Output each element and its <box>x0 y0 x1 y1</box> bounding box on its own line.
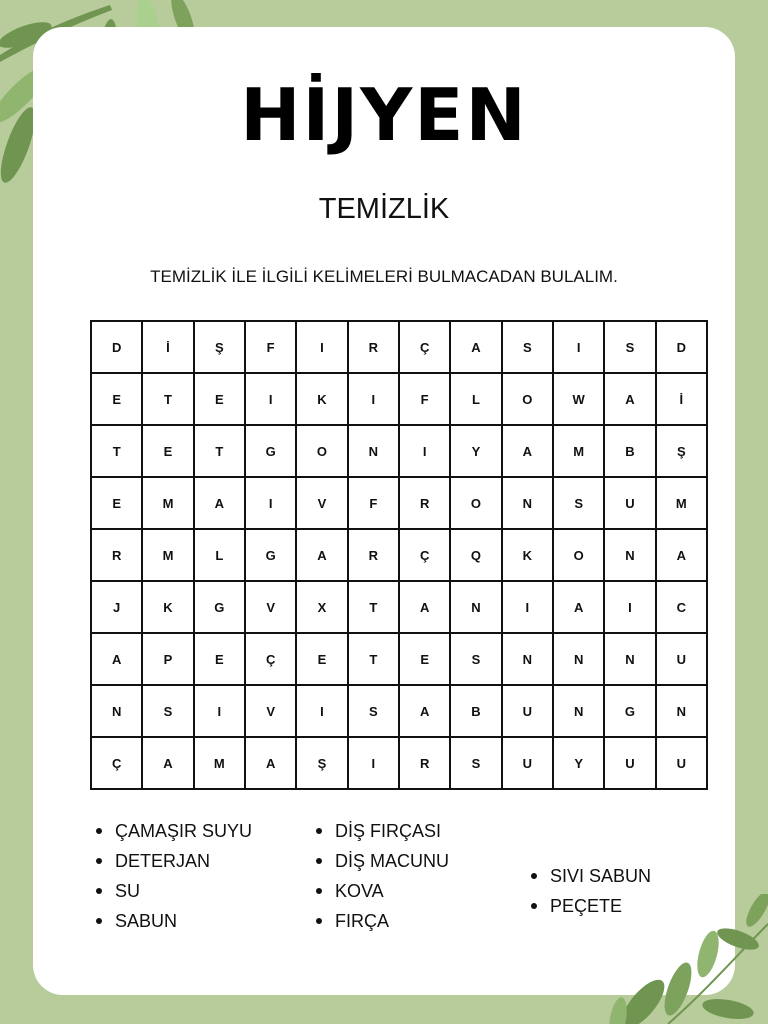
grid-cell[interactable]: A <box>246 738 297 790</box>
grid-cell[interactable]: Ç <box>400 322 451 374</box>
grid-cell[interactable]: G <box>605 686 656 738</box>
grid-cell[interactable]: R <box>400 478 451 530</box>
word-list-item: PEÇETE <box>528 891 651 921</box>
grid-cell[interactable]: I <box>349 738 400 790</box>
grid-cell[interactable]: T <box>195 426 246 478</box>
grid-cell[interactable]: N <box>657 686 708 738</box>
grid-cell[interactable]: A <box>297 530 348 582</box>
grid-cell[interactable]: I <box>400 426 451 478</box>
grid-cell[interactable]: E <box>195 374 246 426</box>
grid-cell[interactable]: K <box>143 582 194 634</box>
grid-cell[interactable]: I <box>503 582 554 634</box>
grid-cell[interactable]: I <box>195 686 246 738</box>
grid-cell[interactable]: U <box>605 738 656 790</box>
grid-cell[interactable]: G <box>246 426 297 478</box>
grid-cell[interactable]: O <box>297 426 348 478</box>
grid-cell[interactable]: I <box>246 478 297 530</box>
grid-cell[interactable]: A <box>451 322 502 374</box>
grid-cell[interactable]: F <box>349 478 400 530</box>
grid-cell[interactable]: O <box>554 530 605 582</box>
grid-cell[interactable]: N <box>554 686 605 738</box>
grid-cell[interactable]: S <box>451 634 502 686</box>
grid-cell[interactable]: I <box>246 374 297 426</box>
word-list-item: DİŞ MACUNU <box>313 846 449 876</box>
grid-cell[interactable]: U <box>503 738 554 790</box>
grid-cell[interactable]: N <box>605 634 656 686</box>
grid-cell[interactable]: Q <box>451 530 502 582</box>
grid-cell[interactable]: Y <box>451 426 502 478</box>
grid-cell[interactable]: N <box>451 582 502 634</box>
word-list-item: DETERJAN <box>93 846 252 876</box>
grid-cell[interactable]: Ş <box>195 322 246 374</box>
grid-cell[interactable]: İ <box>143 322 194 374</box>
grid-cell[interactable]: N <box>503 478 554 530</box>
grid-cell[interactable]: Ç <box>92 738 143 790</box>
grid-cell[interactable]: I <box>605 582 656 634</box>
word-list-item: SIVI SABUN <box>528 861 651 891</box>
grid-cell[interactable]: B <box>451 686 502 738</box>
grid-cell[interactable]: L <box>451 374 502 426</box>
grid-cell[interactable]: A <box>400 582 451 634</box>
grid-cell[interactable]: E <box>92 374 143 426</box>
page-subtitle: TEMİZLİK <box>318 193 450 225</box>
grid-cell[interactable]: C <box>657 582 708 634</box>
grid-cell[interactable]: O <box>451 478 502 530</box>
grid-cell[interactable]: Ş <box>657 426 708 478</box>
grid-cell[interactable]: E <box>400 634 451 686</box>
grid-cell[interactable]: I <box>349 374 400 426</box>
word-list-item: SABUN <box>93 906 252 936</box>
grid-cell[interactable]: U <box>605 478 656 530</box>
grid-cell[interactable]: U <box>503 686 554 738</box>
grid-cell[interactable]: E <box>195 634 246 686</box>
grid-cell[interactable]: I <box>297 322 348 374</box>
grid-cell[interactable]: I <box>554 322 605 374</box>
word-search-grid <box>90 320 708 790</box>
grid-cell[interactable]: Ç <box>246 634 297 686</box>
grid-cell[interactable]: N <box>605 530 656 582</box>
grid-cell[interactable]: D <box>657 322 708 374</box>
word-list-column-3 <box>528 861 651 921</box>
word-list-item: FIRÇA <box>313 906 449 936</box>
grid-cell[interactable]: A <box>143 738 194 790</box>
grid-cell[interactable]: S <box>349 686 400 738</box>
grid-cell[interactable]: N <box>349 426 400 478</box>
word-list-item: KOVA <box>313 876 449 906</box>
instruction-text: TEMİZLİK İLE İLGİLİ KELİMELERİ BULMACADAN BULALIM. <box>150 267 618 286</box>
word-list-item: DİŞ FIRÇASI <box>313 816 449 846</box>
word-list-column-1 <box>93 816 252 936</box>
grid-cell[interactable]: F <box>400 374 451 426</box>
grid-cell[interactable]: N <box>554 634 605 686</box>
grid-cell[interactable]: W <box>554 374 605 426</box>
grid-cell[interactable]: T <box>349 582 400 634</box>
grid-cell[interactable]: T <box>92 426 143 478</box>
grid-cell[interactable]: A <box>657 530 708 582</box>
grid-cell[interactable]: F <box>246 322 297 374</box>
grid-cell[interactable]: M <box>554 426 605 478</box>
grid-cell[interactable]: A <box>605 374 656 426</box>
word-list-column-2 <box>313 816 449 936</box>
grid-cell[interactable]: A <box>503 426 554 478</box>
grid-cell[interactable]: S <box>554 478 605 530</box>
word-list-item: SU <box>93 876 252 906</box>
grid-cell[interactable]: A <box>92 634 143 686</box>
grid-cell[interactable]: S <box>605 322 656 374</box>
grid-cell[interactable]: T <box>349 634 400 686</box>
word-list-item: ÇAMAŞIR SUYU <box>93 816 252 846</box>
grid-cell[interactable]: Ş <box>297 738 348 790</box>
grid-cell[interactable]: D <box>92 322 143 374</box>
grid-cell[interactable]: R <box>349 530 400 582</box>
grid-cell[interactable]: G <box>195 582 246 634</box>
grid-cell[interactable]: R <box>400 738 451 790</box>
grid-cell[interactable]: N <box>503 634 554 686</box>
grid-cell[interactable]: Ç <box>400 530 451 582</box>
grid-cell[interactable]: J <box>92 582 143 634</box>
page-title: HİJYEN <box>240 73 528 157</box>
grid-cell[interactable]: İ <box>657 374 708 426</box>
grid-cell[interactable]: X <box>297 582 348 634</box>
grid-cell[interactable]: A <box>554 582 605 634</box>
grid-cell[interactable]: B <box>605 426 656 478</box>
grid-cell[interactable]: E <box>143 426 194 478</box>
grid-cell[interactable]: S <box>503 322 554 374</box>
grid-cell[interactable]: R <box>349 322 400 374</box>
grid-cell[interactable]: O <box>503 374 554 426</box>
grid-cell[interactable]: L <box>195 530 246 582</box>
grid-cell[interactable]: P <box>143 634 194 686</box>
grid-cell[interactable]: U <box>657 634 708 686</box>
grid-cell[interactable]: V <box>297 478 348 530</box>
grid-cell[interactable]: K <box>297 374 348 426</box>
grid-cell[interactable]: T <box>143 374 194 426</box>
grid-cell[interactable]: E <box>92 478 143 530</box>
grid-cell[interactable]: U <box>657 738 708 790</box>
grid-cell[interactable]: Y <box>554 738 605 790</box>
grid-cell[interactable]: S <box>143 686 194 738</box>
grid-cell[interactable]: N <box>92 686 143 738</box>
grid-cell[interactable]: K <box>503 530 554 582</box>
grid-cell[interactable]: V <box>246 582 297 634</box>
grid-cell[interactable]: M <box>657 478 708 530</box>
grid-cell[interactable]: I <box>297 686 348 738</box>
grid-cell[interactable]: A <box>400 686 451 738</box>
grid-cell[interactable]: A <box>195 478 246 530</box>
grid-cell[interactable]: M <box>143 530 194 582</box>
grid-cell[interactable]: M <box>195 738 246 790</box>
grid-cell[interactable]: S <box>451 738 502 790</box>
grid-cell[interactable]: M <box>143 478 194 530</box>
grid-cell[interactable]: V <box>246 686 297 738</box>
grid-cell[interactable]: G <box>246 530 297 582</box>
grid-cell[interactable]: R <box>92 530 143 582</box>
grid-cell[interactable]: E <box>297 634 348 686</box>
